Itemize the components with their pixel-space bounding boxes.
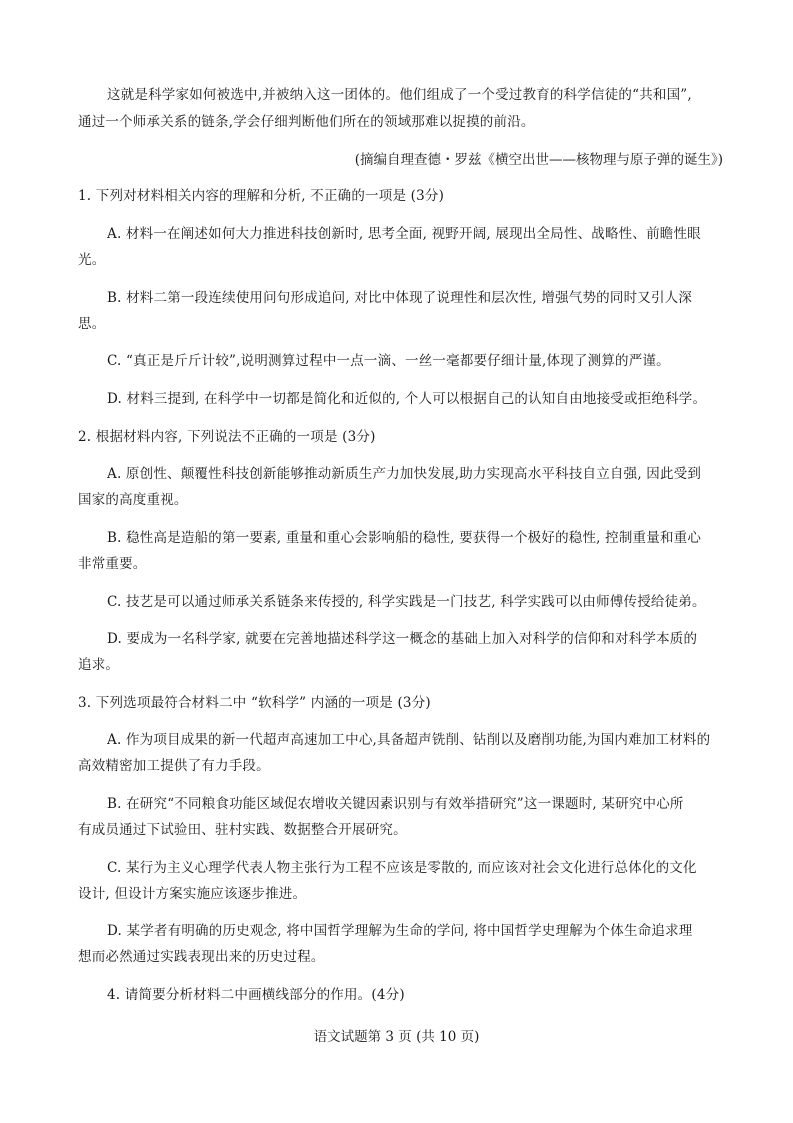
q3-option-c: C. 某行为主义心理学代表人物主张行为工程不应该是零散的, 而应该对社会文化进行总体化的文化 [107, 860, 697, 876]
q1-option-d: D. 材料三提到, 在科学中一切都是简化和近似的, 个人可以根据自己的认知自由地接受或拒绝科学。 [107, 391, 707, 407]
q2-option-d-cont: 追求。 [78, 657, 120, 673]
q3-option-d: D. 某学者有明确的历史观念, 将中国哲学理解为生命的学问, 将中国哲学史理解为个体生命追求理 [107, 923, 693, 939]
question-3-stem: 3. 下列选项最符合材料二中 “软科学” 内涵的一项是 (3分) [78, 695, 431, 711]
question-4-stem: 4. 请简要分析材料二中画横线部分的作用。(4分) [107, 987, 405, 1003]
q2-option-a-cont: 国家的高度重视。 [78, 492, 188, 508]
q1-option-a: A. 材料一在阐述如何大力推进科技创新时, 思考全面, 视野开阔, 展现出全局性、战略性、前瞻性眼 [107, 226, 701, 242]
q3-option-b-cont: 有成员通过下试验田、驻村实践、数据整合开展研究。 [78, 822, 407, 838]
question-2-stem: 2. 根据材料内容, 下列说法不正确的一项是 (3分) [78, 429, 376, 445]
q1-option-c: C. “真正是斤斤计较”,说明测算过程中一点一滴、一丝一毫都要仔细计量,体现了测算的严谨。 [107, 353, 670, 369]
source-citation: (摘编自理查德・罗兹《横空出世——核物理与原子弹的诞生》) [354, 152, 723, 168]
q3-option-d-cont: 想而必然通过实践表现出来的历史过程。 [78, 949, 325, 965]
q2-option-c: C. 技艺是可以通过师承关系链条来传授的, 科学实践是一门技艺, 科学实践可以由师傅传授给徒弟。 [107, 594, 706, 610]
intro-line-1: 这就是科学家如何被选中,并被纳入这一团体的。他们组成了一个受过教育的科学信徒的“共和国”, [107, 87, 692, 103]
q1-option-a-cont: 光。 [78, 252, 106, 268]
question-1-stem: 1. 下列对材料相关内容的理解和分析, 不正确的一项是 (3分) [78, 188, 445, 204]
page-footer: 语文试题第 3 页 (共 10 页) [313, 1029, 480, 1045]
q3-option-a: A. 作为项目成果的新一代超声高速加工中心,具备超声铣削、钻削以及磨削功能,为国内难加工材料的 [107, 732, 711, 748]
q3-option-b: B. 在研究“不同粮食功能区域促农增收关键因素识别与有效举措研究”这一课题时, 某研究中心所 [107, 796, 684, 812]
q2-option-b-cont: 非常重要。 [78, 556, 147, 572]
q2-option-b: B. 稳性高是造船的第一要素, 重量和重心会影响船的稳性, 要获得一个极好的稳性, 控制重量和重心 [107, 530, 702, 546]
q1-option-b-cont: 思。 [78, 316, 106, 332]
q3-option-c-cont: 设计, 但设计方案实施应该逐步推进。 [78, 886, 307, 902]
q2-option-a: A. 原创性、颠覆性科技创新能够推动新质生产力加快发展,助力实现高水平科技自立自强, 因此受到 [107, 466, 702, 482]
q2-option-d: D. 要成为一名科学家, 就要在完善地描述科学这一概念的基础上加入对科学的信仰和对科学本质的 [107, 631, 698, 647]
q3-option-a-cont: 高效精密加工提供了有力手段。 [78, 758, 270, 774]
q1-option-b: B. 材料二第一段连续使用问句形成追问, 对比中体现了说理性和层次性, 增强气势的同时又引人深 [107, 290, 693, 306]
intro-line-2: 通过一个师承关系的链条,学会仔细判断他们所在的领域那难以捉摸的前沿。 [78, 114, 535, 130]
